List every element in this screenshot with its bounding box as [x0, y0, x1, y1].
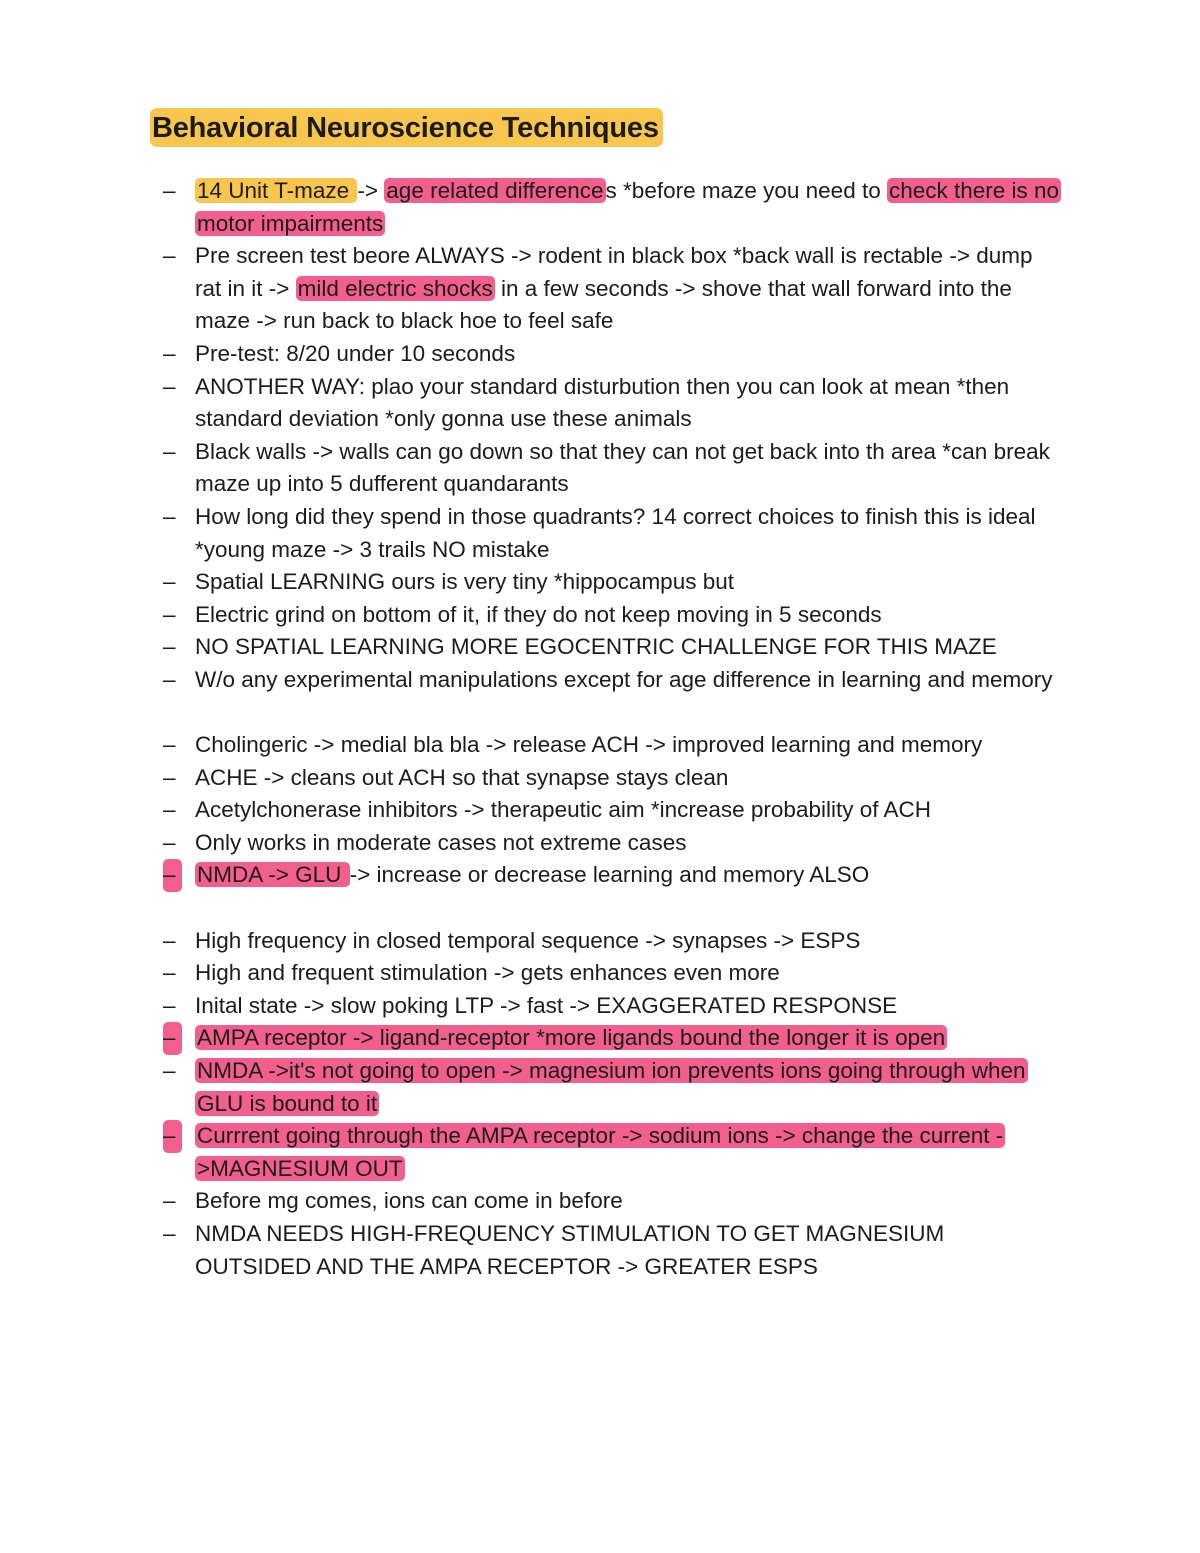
bullet-dash: – — [163, 992, 176, 1018]
note-text: Before mg comes, ions can come in before — [195, 1188, 623, 1214]
highlight-pink: age related difference — [386, 178, 604, 203]
bullet-dash: – — [163, 438, 176, 464]
note-text: Acetylchonerase inhibitors -> therapeutic aim *increase probability of ACH — [195, 797, 931, 823]
note-text: Pre-test: 8/20 under 10 seconds — [195, 340, 516, 366]
list-item — [163, 827, 1063, 860]
highlight-yellow: 14 Unit T-maze — [197, 178, 356, 203]
list-item — [163, 566, 1063, 599]
list-item — [163, 599, 1063, 632]
list-item — [163, 859, 1063, 892]
bullet-dash: – — [163, 1120, 182, 1153]
bullet-dash: – — [163, 764, 176, 790]
bullet-dash: – — [163, 1058, 176, 1084]
note-text: Inital state -> slow poking LTP -> fast -> EXAGGERATED RESPONSE — [195, 992, 898, 1018]
highlight-pink: mild electric shocks — [297, 275, 493, 301]
note-text: Black walls -> walls can go down so that they can not get back into th area *can break maze up into 5 dufferent quandarants — [195, 438, 1050, 497]
bullet-dash: – — [163, 243, 176, 269]
bullet-dash: – — [163, 732, 176, 758]
bullet-dash: – — [163, 829, 176, 855]
bullet-dash: – — [163, 859, 182, 892]
note-text: How long did they spend in those quadrants? 14 correct choices to finish this is ideal *young maze -> 3 trails NO mistake — [195, 503, 1036, 562]
list-item — [163, 175, 1063, 240]
list-item — [163, 664, 1063, 697]
note-text: Pre screen test beore ALWAYS -> rodent in black box *back wall is rectable -> dump rat in it -> — [195, 243, 1033, 301]
note-text: ANOTHER WAY: plao your standard disturbution then you can look at mean *then standard deviation *only gonna use these animals — [195, 373, 1010, 432]
note-text: NO SPATIAL LEARNING MORE EGOCENTRIC CHALLENGE FOR THIS MAZE — [195, 634, 997, 660]
list-item — [163, 1120, 1063, 1185]
list-item — [163, 990, 1063, 1023]
bullet-dash: – — [163, 1022, 182, 1055]
highlight-pink: check there is no motor impairments — [197, 178, 1060, 236]
highlight-pink: NMDA -> GLU — [197, 862, 348, 888]
note-text: W/o any experimental manipulations except for age difference in learning and memory — [195, 666, 1053, 692]
note-text: Cholingeric -> medial bla bla -> release ACH -> improved learning and memory — [195, 732, 983, 758]
bullet-dash: – — [163, 178, 176, 203]
list-item — [163, 957, 1063, 990]
note-text: Electric grind on bottom of it, if they do not keep moving in 5 seconds — [195, 601, 882, 627]
list-item — [163, 631, 1063, 664]
bullet-dash: – — [163, 797, 176, 823]
note-text: Only works in moderate cases not extreme cases — [195, 829, 687, 855]
note-text: -> — [357, 178, 385, 203]
note-text: s *before maze you need to — [605, 178, 887, 203]
blank-line — [163, 697, 1063, 730]
note-text: NMDA NEEDS HIGH-FREQUENCY STIMULATION TO GET MAGNESIUM OUTSIDED AND THE AMPA RECEPTOR -> GREATER ESPS — [195, 1221, 945, 1279]
note-text: -> increase or decrease learning and memory ALSO — [349, 862, 870, 888]
list-item — [163, 925, 1063, 958]
list-item — [163, 729, 1063, 762]
list-item — [163, 240, 1063, 338]
highlight-pink: Currrent going through the AMPA receptor -> sodium ions -> change the current ->MAGNESIUM OUT — [197, 1123, 1004, 1181]
note-text: ACHE -> cleans out ACH so that synapse stays clean — [195, 764, 729, 790]
page-title: Behavioral Neuroscience Techniques — [150, 108, 663, 147]
bullet-dash: – — [163, 340, 176, 366]
list-item — [163, 1185, 1063, 1218]
list-item — [163, 762, 1063, 795]
bullet-dash: – — [163, 1188, 176, 1214]
note-text: High and frequent stimulation -> gets enhances even more — [195, 960, 780, 986]
highlight-pink: NMDA ->it's not going to open -> magnesium ion prevents ions going through when GLU is bound to it — [197, 1058, 1026, 1116]
bullet-dash: – — [163, 666, 176, 692]
bullet-dash: – — [163, 927, 176, 953]
list-item — [163, 794, 1063, 827]
note-text: in a few seconds -> shove that wall forward into the maze -> run back to black hoe to feel safe — [195, 275, 1012, 334]
list-item — [163, 1022, 1063, 1055]
list-item — [163, 371, 1063, 436]
bullet-dash: – — [163, 503, 176, 529]
bullet-dash: – — [163, 601, 176, 627]
note-text: Spatial LEARNING ours is very tiny *hippocampus but — [195, 569, 734, 595]
bullet-dash: – — [163, 1221, 176, 1246]
list-item — [163, 338, 1063, 371]
blank-line — [163, 892, 1063, 925]
list-item — [163, 1218, 1063, 1283]
title-container — [150, 108, 663, 147]
highlight-pink: AMPA receptor -> ligand-receptor *more ligands bound the longer it is open — [197, 1025, 946, 1051]
bullet-dash: – — [163, 569, 176, 595]
bullet-dash: – — [163, 373, 176, 399]
list-item — [163, 501, 1063, 566]
notes-list — [163, 175, 1063, 1283]
bullet-dash: – — [163, 960, 176, 986]
note-text: High frequency in closed temporal sequence -> synapses -> ESPS — [195, 927, 861, 953]
bullet-dash: – — [163, 634, 176, 660]
list-item — [163, 436, 1063, 501]
list-item — [163, 1055, 1063, 1120]
